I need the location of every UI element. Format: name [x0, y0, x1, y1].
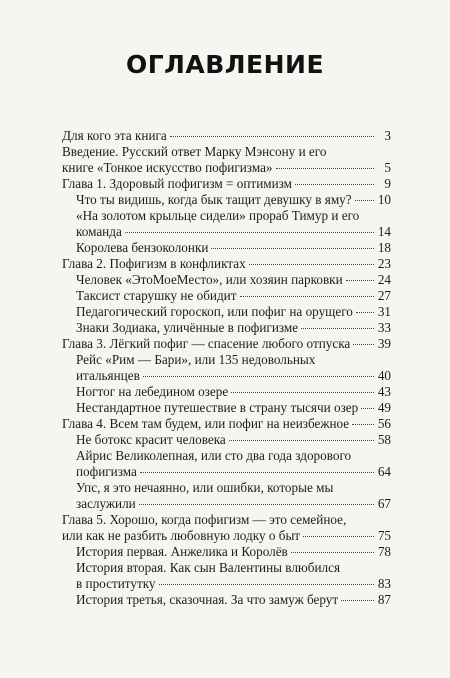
toc-entry[interactable] [76, 320, 377, 336]
toc-entry-title: Глава 5. Хорошо, когда пофигизм — это семейное, [62, 512, 347, 527]
toc-entry[interactable] [62, 256, 377, 272]
dot-leader [231, 391, 374, 393]
toc-entry[interactable] [76, 352, 377, 384]
toc-entry-title: Для кого эта книга [62, 128, 167, 143]
dot-leader [240, 295, 375, 297]
toc-page-number: 39 [377, 336, 391, 351]
toc-entry-title: Педагогический гороскоп, или пофиг на орущего [76, 304, 353, 319]
toc-page-number: 49 [377, 400, 391, 415]
toc-entry[interactable] [62, 176, 377, 192]
toc-page-number: 83 [377, 576, 391, 591]
toc-page-number: 23 [377, 256, 391, 271]
toc-page-number: 43 [377, 384, 391, 399]
toc-page-number: 18 [377, 240, 391, 255]
toc-page-number: 10 [377, 192, 391, 207]
toc-entry[interactable] [76, 240, 377, 256]
toc-entry-title-cont: заслужили [76, 496, 136, 511]
toc-entry[interactable] [62, 512, 377, 544]
dot-leader [143, 375, 374, 377]
dot-leader [276, 167, 374, 169]
dot-leader [170, 135, 374, 137]
toc-entry[interactable] [62, 416, 377, 432]
toc-entry-title: Рейс «Рим — Бари», или 135 недовольных [76, 352, 316, 367]
toc-entry-title: Глава 1. Здоровый пофигизм = оптимизм [62, 176, 293, 191]
toc-page-number: 78 [377, 544, 391, 559]
toc-entry-title-cont: команда [76, 224, 122, 239]
toc-entry-title: Введение. Русский ответ Марку Мэнсону и его [62, 144, 327, 159]
toc-entry[interactable] [76, 448, 377, 480]
toc-page-number: 14 [377, 224, 391, 239]
toc-entry-title: Глава 3. Лёгкий пофиг — спасение любого отпуска [62, 336, 351, 351]
toc-page-number: 56 [377, 416, 391, 431]
toc-page-number: 31 [377, 304, 391, 319]
toc-entry[interactable] [76, 544, 377, 560]
toc-entry[interactable] [76, 384, 377, 400]
toc-entry[interactable] [76, 480, 377, 512]
toc-entry[interactable] [76, 304, 377, 320]
toc-entry[interactable] [62, 128, 377, 144]
dot-leader [125, 231, 374, 233]
toc-entry-title: Не ботокс красит человека [76, 432, 226, 447]
toc-entry[interactable] [76, 432, 377, 448]
toc-entry[interactable] [62, 144, 377, 176]
toc-entry-title: Глава 4. Всем там будем, или пофиг на неизбежное [62, 416, 350, 431]
toc-entry-title: Ногтог на лебедином озере [76, 384, 229, 399]
toc-entry[interactable] [76, 288, 377, 304]
toc-entry-title: Знаки Зодиака, уличённые в пофигизме [76, 320, 299, 335]
toc-page-number: 5 [384, 160, 391, 175]
dot-leader [211, 247, 374, 249]
toc-page-number: 27 [377, 288, 391, 303]
toc-entry-title: История вторая. Как сын Валентины влюбился [76, 560, 341, 575]
toc-page-number: 58 [377, 432, 391, 447]
page-title: ОГЛАВЛЕНИЕ [125, 50, 325, 79]
toc-entry-title: Королева бензоколонки [76, 240, 209, 255]
toc-page-number: 67 [377, 496, 391, 511]
dot-leader [249, 263, 374, 265]
toc-entry[interactable] [76, 208, 377, 240]
toc-entry-title: История третья, сказочная. За что замуж берут [76, 592, 339, 607]
dot-leader [291, 551, 374, 553]
dot-leader [140, 471, 374, 473]
toc-entry-title: Айрис Великолепная, или сто два года здорового [76, 448, 352, 463]
toc-entry-title-cont: книге «Тонкое искусство пофигизма» [62, 160, 273, 175]
toc-page-number: 33 [377, 320, 391, 335]
toc-page-number: 64 [377, 464, 391, 479]
toc-page-number: 3 [384, 128, 391, 143]
toc-entry[interactable] [76, 592, 377, 608]
toc-entry-title: История первая. Анжелика и Королёв [76, 544, 288, 559]
toc-entry-title: Упс, я это нечаянно, или ошибки, которые мы [76, 480, 334, 495]
toc-entry-title: «На золотом крыльце сидели» прораб Тимур и его [76, 208, 360, 223]
toc-entry[interactable] [76, 272, 377, 288]
dot-leader [229, 439, 374, 441]
toc-entry-title: Что ты видишь, когда бык тащит девушку в яму? [76, 192, 352, 207]
toc-entry[interactable] [76, 400, 377, 416]
toc-entry-title-cont: или как не разбить любовную лодку о быт [62, 528, 301, 543]
toc-page-number: 9 [384, 176, 391, 191]
toc-entry-title: Таксист старушку не обидит [76, 288, 237, 303]
toc-page-number: 24 [377, 272, 391, 287]
toc-entry[interactable] [76, 560, 377, 592]
toc-entry-title: Человек «ЭтоМоеМесто», или хозяин парковки [76, 272, 343, 287]
toc-entry-title-cont: итальянцев [76, 368, 140, 383]
toc-page-number: 75 [377, 528, 391, 543]
toc-entry-title-cont: пофигизма [76, 464, 137, 479]
toc-page-number: 40 [377, 368, 391, 383]
toc-entry-title: Глава 2. Пофигизм в конфликтах [62, 256, 246, 271]
toc-entry-title: Нестандартное путешествие в страну тысячи озер [76, 400, 359, 415]
toc-entry-title-cont: в проститутку [76, 576, 156, 591]
dot-leader [139, 503, 374, 505]
dot-leader [159, 583, 374, 585]
toc-page-number: 87 [377, 592, 391, 607]
toc-entry[interactable] [76, 192, 377, 208]
toc-entry[interactable] [62, 336, 377, 352]
